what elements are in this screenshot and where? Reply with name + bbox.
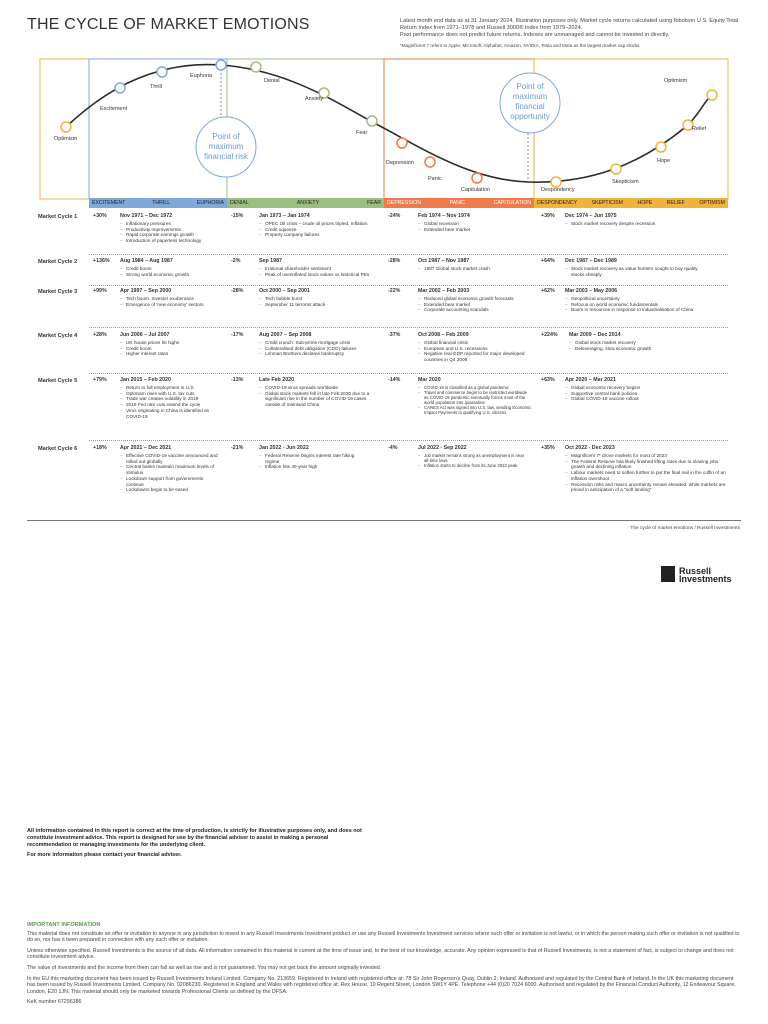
label-depression: Depression	[386, 160, 414, 166]
list-item: – Irrational shareholder sentiment	[259, 266, 381, 272]
list-item: – Trade war creates volatility in 2018	[120, 396, 225, 402]
bull-cell	[93, 214, 225, 254]
header-despondency: DESPONDENCY	[537, 200, 578, 206]
list-item: – Productivity improvements	[120, 227, 225, 233]
list-item: – CARES Act was signed into U.S. law, sending Economic Impact Payments to qualifying U.S. citizens	[418, 405, 532, 415]
node-euphoria	[216, 60, 226, 70]
important-p1: This material does not constitute an offer or invitation to anyone in any jurisdiction to invest in any Russell Investments Investment product or use any Russell Investments Investment services where such offer or invitation is not lawful, or in which the person making such offer or invitation is not qualified to do so, nor has it been prepared in connection with any such offer or invitation.	[27, 930, 740, 944]
list-item: – Global stock markets fell in late Feb 2020 due to a significant rise in the number of COVID-19 cases outside of mainland China	[259, 391, 377, 408]
return-pct: -22%	[388, 288, 401, 294]
opportunity-callout-text: Point of maximum financial opportunity	[510, 82, 550, 121]
list-item: – OPEC Oil crisis – crude oil prices tripled. Inflation.	[259, 221, 371, 227]
return-pct: +136%	[93, 258, 110, 264]
node-skepticism	[611, 164, 621, 174]
all-information-notice	[27, 828, 367, 859]
node-fear	[367, 116, 377, 126]
more-info-text: For more information please contact your financial adviser.	[27, 852, 182, 859]
return-pct: +62%	[541, 288, 555, 294]
list-item: – Reduced global economic growth forecasts	[418, 296, 532, 302]
list-item: – Central banks maintain maximum levels of stimulus	[120, 464, 220, 475]
return-pct: +28%	[93, 332, 107, 338]
important-p4: In the EU this marketing document has been issued by Russell Investments Ireland Limited. Company No. 213659. Registered in Ireland with registered office at: 78 Sir John Rogerson's Quay, Dublin 2, Ireland. Authorised and regulated by the Central Bank of Ireland. In the UK this marketing document has been issued by Russell Investments Limited. Company No. 02086230. Registered in England and Wales with registered office at: Rex House, 10 Regent Street, London SW1Y 4PE. Telephone +44 (0)20 7024 6000. Authorised and regulated by the Financial Conduct Authority, 12 Endeavour Square, London, E20 1JN. This material should only be marketed towards Professional Clients as defined by the DFSA.	[27, 975, 736, 995]
kek-number: KeK number 67296386	[27, 999, 82, 1006]
header-excitement: EXCITEMENT	[92, 200, 126, 206]
list-item: – Credit boom	[120, 266, 225, 272]
crash-cell	[388, 289, 532, 327]
node-depression	[397, 138, 407, 148]
disclaimer-note: *Magnificent 7 refers to Apple, Microsoft, Alphabet, Amazon, NVIDIA, Tesla and Meta as the largest market cap stocks.	[400, 42, 641, 48]
list-item: – COVID-19 virus spreads worldwide	[259, 385, 377, 391]
chart-caption: The cycle of market emotions / Russell Investments	[630, 526, 740, 531]
label-optimism-right: Optimism	[664, 78, 688, 84]
return-pct: -4%	[388, 445, 398, 451]
list-item: – Emergence of 'new economy' sectors	[120, 302, 220, 308]
return-pct: -14%	[388, 377, 401, 383]
return-pct: -28%	[388, 258, 401, 264]
label-capitulation: Capitulation	[461, 187, 491, 193]
list-item: – Property company failures	[259, 232, 371, 238]
russell-logo	[661, 566, 751, 592]
list-item: – Credit squeeze	[259, 227, 371, 233]
list-item: – Extended bear market	[418, 227, 530, 233]
list-item: – Travel and commerce begin to be restricted worldwide as COVID-19 pandemic eventually forces most of the world population into quarantine	[418, 390, 532, 405]
return-pct: -13%	[231, 377, 244, 383]
important-p2: Unless otherwise specified, Russell Investments is the source of all data. All information contained in this material is current at the time of issue and, to the best of our knowledge, accurate. Any opinion expressed is that of Russell Investments, is not a statement of fact, is subject to change and does not constitute investment advice.	[27, 947, 734, 961]
return-pct: -37%	[388, 332, 401, 338]
list-item: – Recession risks and macro uncertainty remain elevated, while markets are priced in anticipation of a "soft landing"	[565, 482, 727, 493]
node-thrill	[157, 67, 167, 77]
important-p3: The value of investments and the income from them can fall as well as rise and is not guaranteed. You may not get back the amount originally invested.	[27, 964, 382, 971]
header-denial: DENIAL	[230, 200, 249, 206]
list-item: – Collateralised debt obligation (CDO) failures	[259, 346, 377, 352]
recovery-cell	[541, 333, 727, 373]
list-item: – Inflation starts to decline from its June 2022 peak	[418, 463, 528, 468]
list-item: – Corporate accounting scandals	[418, 307, 532, 313]
crash-cell	[388, 378, 532, 440]
period: Dec 1987 – Dec 1989	[565, 258, 617, 264]
period: Oct 2022 - Dec 2023	[565, 445, 615, 451]
list-item: – Global financial crisis	[418, 340, 532, 346]
bear-cell	[231, 333, 381, 373]
row-divider	[89, 285, 728, 286]
disclaimer-line2: Past performance does not predict future returns. Indexes are unmanaged and cannot be invested in directly.	[400, 32, 670, 39]
label-denial: Denial	[264, 78, 280, 84]
header-relief: RELIEF	[666, 200, 685, 206]
header-capitulation: CAPITULATION	[493, 200, 531, 206]
list-item: – Introduction of paperless technology	[120, 238, 225, 244]
list-item: – Credit crunch: Sub-prime mortgage crisis	[259, 340, 377, 346]
cycle-label: Market Cycle 1	[38, 214, 78, 220]
list-item: – Stock market recovery despite recession	[565, 221, 727, 227]
header-bear	[227, 198, 384, 208]
list-item: – Lockdowns begin to be eased	[120, 487, 220, 493]
bear-cell	[231, 446, 381, 512]
period: Mar 2009 – Dec 2014	[569, 332, 621, 338]
list-item: – Federal Reserve begins interest rate hiking regime	[259, 453, 369, 464]
label-thrill: Thrill	[150, 84, 162, 90]
node-optimism-right	[707, 90, 717, 100]
bull-cell	[93, 333, 225, 373]
bear-cell	[231, 214, 381, 254]
list-item: – Deleveraging, slow economic growth	[569, 346, 727, 352]
cycle-label: Market Cycle 2	[38, 259, 78, 265]
label-euphoria: Euphoria	[190, 73, 213, 79]
node-optimism-left	[61, 122, 71, 132]
cycle-label: Market Cycle 5	[38, 378, 78, 384]
header-skepticism: SKEPTICISM	[591, 200, 623, 206]
row-divider	[89, 254, 728, 255]
list-item: – 2019 Fed rate cuts extend the cycle	[120, 402, 225, 408]
return-pct: +99%	[93, 288, 107, 294]
russell-logo-text	[679, 567, 732, 583]
period: Aug 1984 – Aug 1987	[120, 258, 173, 264]
list-item: – Boom in resources in response to industrialisation of China	[565, 307, 727, 313]
period: Mar 2020	[418, 377, 441, 383]
list-item: – Stock market recovery as value hunters sought to buy quality stocks cheaply	[565, 266, 705, 277]
list-item: – UK house prices hit highs	[120, 340, 220, 346]
crash-cell	[388, 446, 532, 512]
list-item: – Tech bubble burst	[259, 296, 371, 302]
list-item: – Global stock market recovery	[569, 340, 727, 346]
cycle-label: Market Cycle 3	[38, 289, 78, 295]
list-item: – Job market remains strong as unemployment is near all-time lows	[418, 453, 528, 463]
period: Late Feb 2020	[259, 377, 295, 383]
period: Sep 1987	[259, 258, 282, 264]
period: Dec 1974 – Jun 1975	[565, 213, 617, 219]
list-item: – Extended bear market	[418, 302, 532, 308]
emotion-cycle-chart	[0, 55, 768, 205]
bull-cell	[93, 378, 225, 440]
list-item: – Credit boom	[120, 346, 220, 352]
label-anxiety: Anxiety	[305, 96, 324, 102]
bear-cell	[231, 259, 381, 285]
label-optimism-left: Optimism	[54, 136, 78, 142]
list-item: – Optimism rises with U.S. tax cuts	[120, 391, 225, 397]
list-item: – Tech boom. Investor exuberance	[120, 296, 220, 302]
recovery-cell	[541, 378, 727, 440]
row-divider	[89, 373, 728, 374]
header-bull	[89, 198, 227, 208]
header-thrill: THRILL	[152, 200, 171, 206]
header-euphoria: EUPHORIA	[196, 200, 224, 206]
return-pct: -28%	[231, 288, 244, 294]
header-fear: FEAR	[367, 200, 381, 206]
return-pct: +64%	[541, 258, 555, 264]
list-item: – Negative real GDP reported for major developed countries in Q4 2008	[418, 351, 532, 362]
return-pct: +35%	[541, 445, 555, 451]
cycle-table	[0, 210, 768, 520]
disclaimer	[400, 18, 740, 49]
return-pct: -24%	[388, 213, 401, 219]
list-item: – Virus originating in China is identified as COVID-19	[120, 408, 225, 419]
recovery-cell	[541, 289, 727, 327]
russell-logo-mark-icon	[661, 566, 675, 582]
list-item: – Effective COVID-19 vaccine announced and rolled out globally	[120, 453, 220, 464]
header-anxiety: ANXIETY	[296, 200, 320, 206]
header-depression: DEPRESSION	[387, 200, 422, 206]
logo-line1: Russell	[679, 566, 712, 576]
list-item: – September 11 terrorist attack	[259, 302, 371, 308]
list-item: – Supportive central bank policies	[565, 391, 715, 397]
recovery-cell	[541, 259, 727, 285]
period: Jul 2022 - Sep 2022	[418, 445, 467, 451]
return-pct: -17%	[231, 332, 244, 338]
node-hope	[656, 142, 666, 152]
list-item: – Return to full employment in U.S.	[120, 385, 225, 391]
node-excitement	[115, 83, 125, 93]
node-despondency	[551, 177, 561, 187]
label-fear: Fear	[356, 130, 368, 136]
row-divider	[89, 440, 728, 441]
label-excitement: Excitement	[100, 106, 128, 112]
period: Jan 2022 - Jun 2022	[259, 445, 309, 451]
list-item: – European and U.S. recessions	[418, 346, 532, 352]
bull-cell	[93, 259, 225, 285]
period: Apr 2021 – Dec 2021	[120, 445, 172, 451]
period: Apr 1997 – Sep 2000	[120, 288, 172, 294]
bull-cell	[93, 289, 225, 327]
label-hope: Hope	[657, 158, 671, 164]
list-item: – Strong world economic growth	[120, 272, 225, 278]
cycle-label: Market Cycle 4	[38, 333, 78, 339]
return-pct: -21%	[231, 445, 244, 451]
table-bottom-rule	[27, 520, 741, 521]
period: Nov 1971 – Dec 1972	[120, 213, 173, 219]
list-item: – The Federal Reserve has likely finished lifting rates due to slowing jobs growth and declining inflation	[565, 459, 727, 470]
list-item: – Magnificent 7* drove markets for most of 2023	[565, 453, 727, 459]
node-panic	[425, 157, 435, 167]
period: Feb 1974 – Nov 1974	[418, 213, 470, 219]
header-crash	[384, 198, 534, 208]
return-pct: +79%	[93, 377, 107, 383]
period: Oct 1987 – Nov 1987	[418, 258, 470, 264]
return-pct: +39%	[541, 213, 555, 219]
list-item: – Inflationary pressures	[120, 221, 225, 227]
crash-cell	[388, 259, 532, 285]
header-hope: HOPE	[637, 200, 653, 206]
risk-callout-text: Point of maximum financial risk	[203, 132, 249, 161]
return-pct: +63%	[541, 377, 555, 383]
period: Oct 2008 – Feb 2009	[418, 332, 469, 338]
list-item: – Global recession	[418, 221, 530, 227]
all-info-text: All information contained in this report is correct at the time of production, is strictly for illustrative purposes only, and does not constitute investment advice. This report is designed for use by the financial adviser to assist in making a personal recommendation or managing investments for the underlying client.	[27, 828, 362, 848]
period: Apr 2020 – Mar 2021	[565, 377, 616, 383]
logo-line2: Investments	[679, 574, 732, 584]
list-item: – Geopolitical uncertainty	[565, 296, 727, 302]
period: Aug 2007 – Sep 2008	[259, 332, 312, 338]
list-item: – 1987 Global stock market crash	[418, 266, 530, 272]
cycle-label: Market Cycle 6	[38, 446, 78, 452]
header-recovery	[534, 198, 728, 208]
header-optimism: OPTIMISM	[699, 200, 725, 206]
list-item: – COVID-19 is classified as a global pandemic	[418, 385, 532, 390]
bear-cell	[231, 378, 381, 440]
period: Jan 1973 – Jan 1974	[259, 213, 310, 219]
disclaimer-line1: Latest month end data as at 31 January 2024. Illustration purposes only. Market cycle returns calculated using Ibbotson U.S. Equity Total Return Index from 1971–1978 and Russell 3000® Index from 1979–2024.	[400, 18, 739, 32]
list-item: – Refocus on world economic fundamentals	[565, 302, 727, 308]
return-pct: -2%	[231, 258, 241, 264]
period: Jun 2006 – Jul 2007	[120, 332, 170, 338]
crash-cell	[388, 214, 532, 254]
list-item: – Global COVID-19 vaccine rollout	[565, 396, 715, 402]
return-pct: +18%	[93, 445, 107, 451]
period: Mar 2003 – May 2006	[565, 288, 618, 294]
list-item: – Labour markets need to soften further to put the final nail in the coffin of an inflation overshoot	[565, 470, 727, 481]
period: Mar 2002 – Feb 2003	[418, 288, 470, 294]
return-pct: +30%	[93, 213, 107, 219]
label-relief: Relief	[692, 126, 707, 132]
list-item: – Higher interest rates	[120, 351, 220, 357]
important-information	[27, 922, 742, 1010]
list-item: – Lehman Brothers declares bankruptcy	[259, 351, 377, 357]
page-title: THE CYCLE OF MARKET EMOTIONS	[27, 16, 310, 33]
list-item: – Lockdown support from governments continue	[120, 476, 220, 487]
label-panic: Panic	[428, 176, 442, 182]
important-heading: IMPORTANT INFORMATION	[27, 922, 101, 928]
list-item: – Rapid corporate earnings growth	[120, 232, 225, 238]
recovery-cell	[541, 214, 727, 254]
period: Jan 2015 – Feb 2020	[120, 377, 171, 383]
bull-cell	[93, 446, 225, 512]
label-despondency: Despondency	[541, 187, 575, 193]
list-item: – Peak of overinflated stock values vs historical PEs	[259, 272, 381, 278]
bear-cell	[231, 289, 381, 327]
list-item: – Inflation hits 40-year high	[259, 464, 369, 470]
row-divider	[89, 327, 728, 328]
node-denial	[251, 62, 261, 72]
list-item: – Global economic recovery begins	[565, 385, 715, 391]
label-skepticism: Skepticism	[612, 179, 639, 185]
crash-cell	[388, 333, 532, 373]
return-pct: +224%	[541, 332, 558, 338]
recovery-cell	[541, 446, 727, 512]
period: Oct 2000 – Sep 2001	[259, 288, 310, 294]
node-capitulation	[472, 173, 482, 183]
return-pct: -15%	[231, 213, 244, 219]
header-panic: PANIC	[449, 200, 466, 206]
